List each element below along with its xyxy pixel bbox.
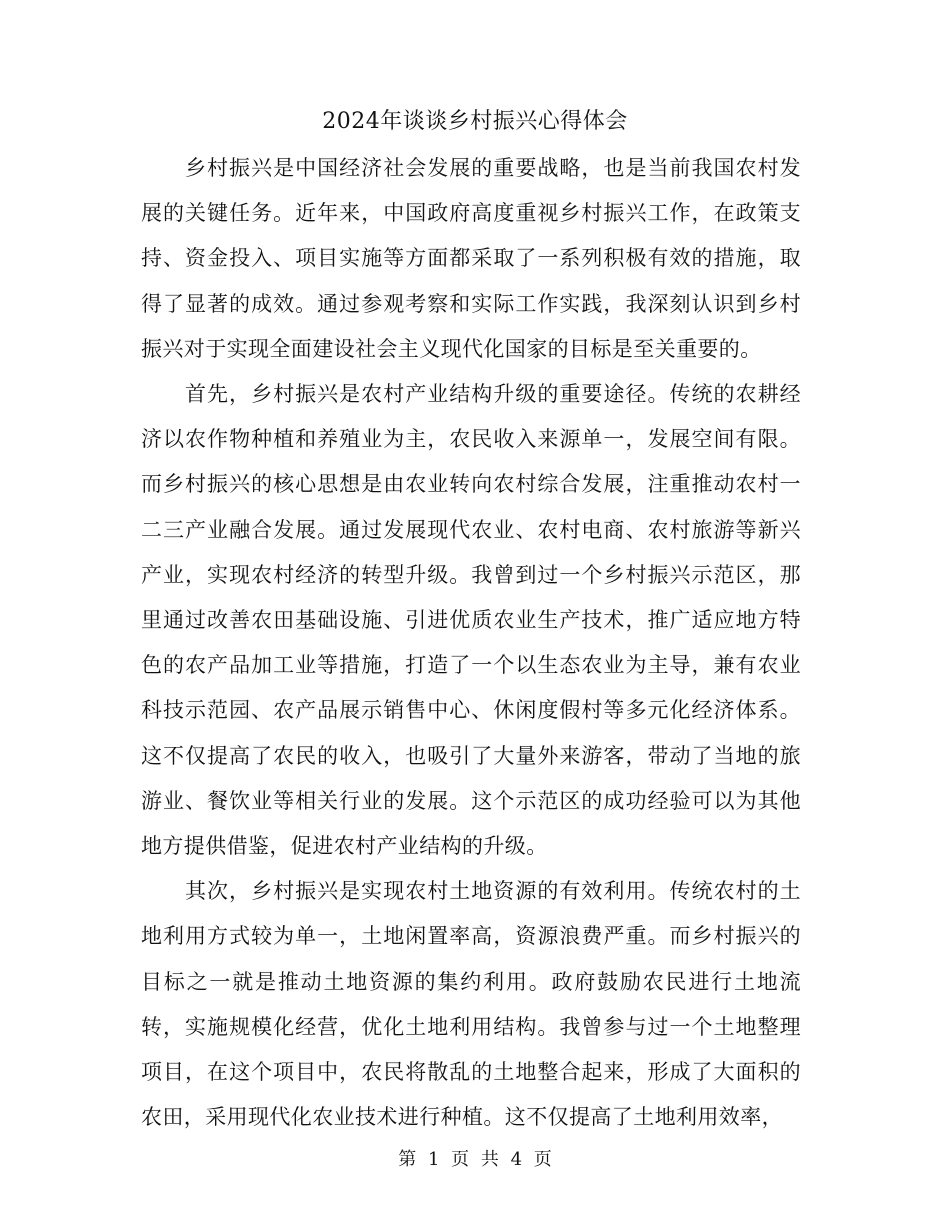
page-number-footer: 第 1 页 共 4 页 <box>398 1149 552 1170</box>
paragraph-intro: 乡村振兴是中国经济社会发展的重要战略，也是当前我国农村发展的关键任务。近年来，中国政府高度重视乡村振兴工作，在政策支持、资金投入、项目实施等方面都采取了一系列积极有效的措施，取得了显著的成效。通过参观考察和实际工作实践，我深刻认识到乡村振兴对于实现全面建设社会主义现代化国家的目标是至关重要的。 <box>141 156 801 361</box>
document-title: 2024年谈谈乡村振兴心得体会 <box>322 109 628 134</box>
paragraph-land-use: 其次，乡村振兴是实现农村土地资源的有效利用。传统农村的土地利用方式较为单一，土地闲置率高，资源浪费严重。而乡村振兴的目标之一就是推动土地资源的集约利用。政府鼓励农民进行土地流转，实施规模化经营，优化土地利用结构。我曾参与过一个土地整理项目，在这个项目中，农民将散乱的土地整合起来，形成了大面积的农田，采用现代化农业技术进行种植。这不仅提高了土地利用效率， <box>141 879 801 1130</box>
paragraph-industry-upgrade: 首先，乡村振兴是农村产业结构升级的重要途径。传统的农耕经济以农作物种植和养殖业为主，农民收入来源单一，发展空间有限。而乡村振兴的核心思想是由农业转向农村综合发展，注重推动农村一二三产业融合发展。通过发展现代农业、农村电商、农村旅游等新兴产业，实现农村经济的转型升级。我曾到过一个乡村振兴示范区，那里通过改善农田基础设施、引进优质农业生产技术，推广适应地方特色的农产品加工业等措施，打造了一个以生态农业为主导，兼有农业科技示范园、农产品展示销售中心、休闲度假村等多元化经济体系。这不仅提高了农民的收入，也吸引了大量外来游客，带动了当地的旅游业、餐饮业等相关行业的发展。这个示范区的成功经验可以为其他地方提供借鉴，促进农村产业结构的升级。 <box>141 382 801 859</box>
document-body <box>141 146 801 1140</box>
